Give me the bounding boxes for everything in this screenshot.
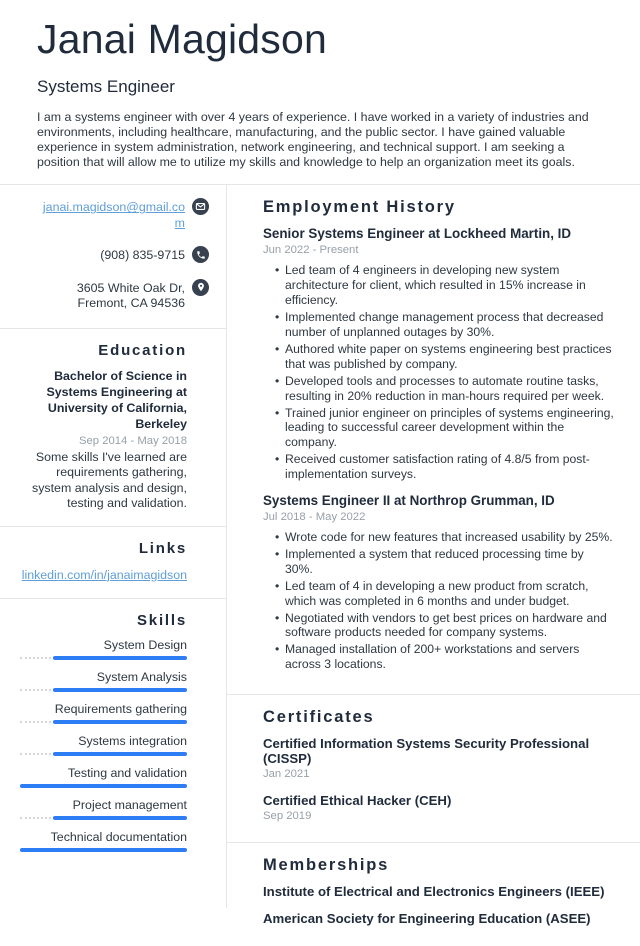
skill-fill [20, 848, 187, 853]
education-heading: Education [98, 341, 187, 359]
certificate-title: Certified Information Systems Security Professional (CISSP) [263, 736, 590, 767]
skill-fill [53, 720, 187, 725]
links-heading: Links [138, 539, 187, 557]
skill-fill [20, 784, 187, 789]
resume-body [0, 185, 640, 927]
education-dates: Sep 2014 - May 2018 [78, 434, 187, 447]
profile-summary: I am a systems engineer with over 4 years of experience. I have worked in a variety of industries and environments, including healthcare, manufacturing, and the public sector. I have gained valuable experience in system administration, network engineering, and technical support. I am seeking a position that will allow me to utilize my skills and knowledge to help an organization meet its goals. [37, 109, 589, 170]
skill-fill [53, 656, 187, 661]
skill-label: Project management [72, 797, 187, 812]
job-dates: Jul 2018 - May 2022 [263, 511, 366, 524]
skill-bar [20, 688, 187, 693]
certificate-list [263, 736, 614, 822]
skill-fill [53, 816, 187, 821]
membership-item: Institute of Electrical and Electronics Engineers (IEEE) [263, 884, 605, 900]
job-entry [263, 226, 614, 482]
memberships-heading: Memberships [263, 856, 390, 875]
skill-item [20, 734, 187, 757]
skill-bar [20, 720, 187, 725]
job-title: Systems Engineer II at Northrop Grumman, ID [263, 493, 555, 509]
job-bullet: • Implemented change management process that decreased number of unplanned outages by 30%. [285, 310, 614, 340]
contact-email-row [20, 198, 209, 231]
employment-heading: Employment History [263, 198, 456, 217]
skill-bar [20, 816, 187, 821]
skill-label: Testing and validation [67, 765, 187, 780]
contact-phone-row [20, 246, 209, 264]
skill-bar [20, 656, 187, 661]
certificate-item [263, 736, 614, 780]
job-list [263, 226, 614, 672]
certificate-title: Certified Ethical Hacker (CEH) [263, 793, 452, 809]
contact-phone: (908) 835-9715 [100, 248, 185, 263]
membership-list [263, 884, 614, 926]
job-bullet: • Trained junior engineer on principles of systems engineering, leading to successful career development within the company. [285, 406, 614, 451]
job-title: Senior Systems Engineer at Lockheed Martin, ID [263, 226, 572, 242]
job-bullet: • Received customer satisfaction rating of 4.8/5 from post-implementation surveys. [285, 452, 614, 482]
links-list [20, 566, 187, 584]
linkedin-link[interactable]: linkedin.com/in/janaimagidson [21, 567, 187, 582]
skill-label: System Analysis [96, 669, 187, 684]
job-bullet: • Developed tools and processes to automate routine tasks, resulting in 20% reduction in man-hours required per week. [285, 374, 614, 404]
employment-section [227, 185, 640, 694]
job-bullet: • Authored white paper on systems engineering best practices that was published by company. [285, 342, 614, 372]
contact-section [0, 185, 226, 328]
job-bullet: • Negotiated with vendors to get best prices on hardware and software products needed for company systems. [285, 611, 614, 641]
membership-item: American Society for Engineering Education (ASEE) [263, 911, 591, 927]
skill-bar [20, 784, 187, 789]
skill-item [20, 670, 187, 693]
skills-items [20, 638, 187, 853]
skill-bar [20, 848, 187, 853]
skill-label: Requirements gathering [54, 701, 187, 716]
phone-icon [192, 246, 209, 263]
skill-item [20, 766, 187, 789]
skill-bar [20, 752, 187, 757]
certificate-date: Jan 2021 [263, 768, 310, 781]
skill-item [20, 638, 187, 661]
skill-item [20, 798, 187, 821]
job-entry [263, 493, 614, 672]
candidate-name: Janai Magidson [37, 16, 327, 62]
job-dates: Jun 2022 - Present [263, 244, 359, 257]
job-bullet: • Implemented a system that reduced processing time by 30%. [285, 547, 614, 577]
certificates-section [227, 695, 640, 842]
skill-item [20, 702, 187, 725]
certificate-item [263, 793, 614, 822]
contact-address-row [20, 279, 209, 312]
memberships-section [227, 843, 640, 946]
certificates-heading: Certificates [263, 708, 375, 727]
education-degree: Bachelor of Science in Systems Engineering at University of California, Berkeley [46, 368, 187, 431]
job-bullet: • Managed installation of 200+ workstations and servers across 3 locations. [285, 642, 614, 672]
links-section [0, 527, 226, 598]
email-link[interactable]: janai.magidson@gmail.com [42, 200, 185, 230]
link-row [20, 566, 187, 584]
skill-label: Technical documentation [50, 829, 187, 844]
skill-label: Systems integration [78, 733, 187, 748]
skill-item [20, 830, 187, 853]
skill-fill [53, 752, 187, 757]
contact-address: 3605 White Oak Dr, Fremont, CA 94536 [76, 280, 185, 311]
email-icon [192, 198, 209, 215]
skills-section [0, 599, 226, 876]
skill-fill [53, 688, 187, 693]
sidebar [0, 185, 227, 908]
skills-heading: Skills [137, 611, 187, 629]
certificate-date: Sep 2019 [263, 810, 312, 823]
education-description: Some skills I've learned are requirements gathering, system analysis and design, testing and validation. [32, 449, 187, 511]
candidate-job-title: Systems Engineer [37, 76, 175, 96]
job-bullet: • Led team of 4 in developing a new product from scratch, which was completed in 6 months and under budget. [285, 579, 614, 609]
job-bullets [263, 530, 614, 672]
job-bullet: • Led team of 4 engineers in developing new system architecture for client, which resulted in 15% increase in efficiency. [285, 263, 614, 308]
location-icon [192, 279, 209, 296]
resume-header [0, 0, 640, 184]
job-bullets [263, 263, 614, 482]
main-column [227, 185, 640, 927]
job-bullet: • Wrote code for new features that increased usability by 25%. [285, 530, 614, 545]
skill-label: System Design [103, 637, 187, 652]
education-section [0, 329, 226, 526]
